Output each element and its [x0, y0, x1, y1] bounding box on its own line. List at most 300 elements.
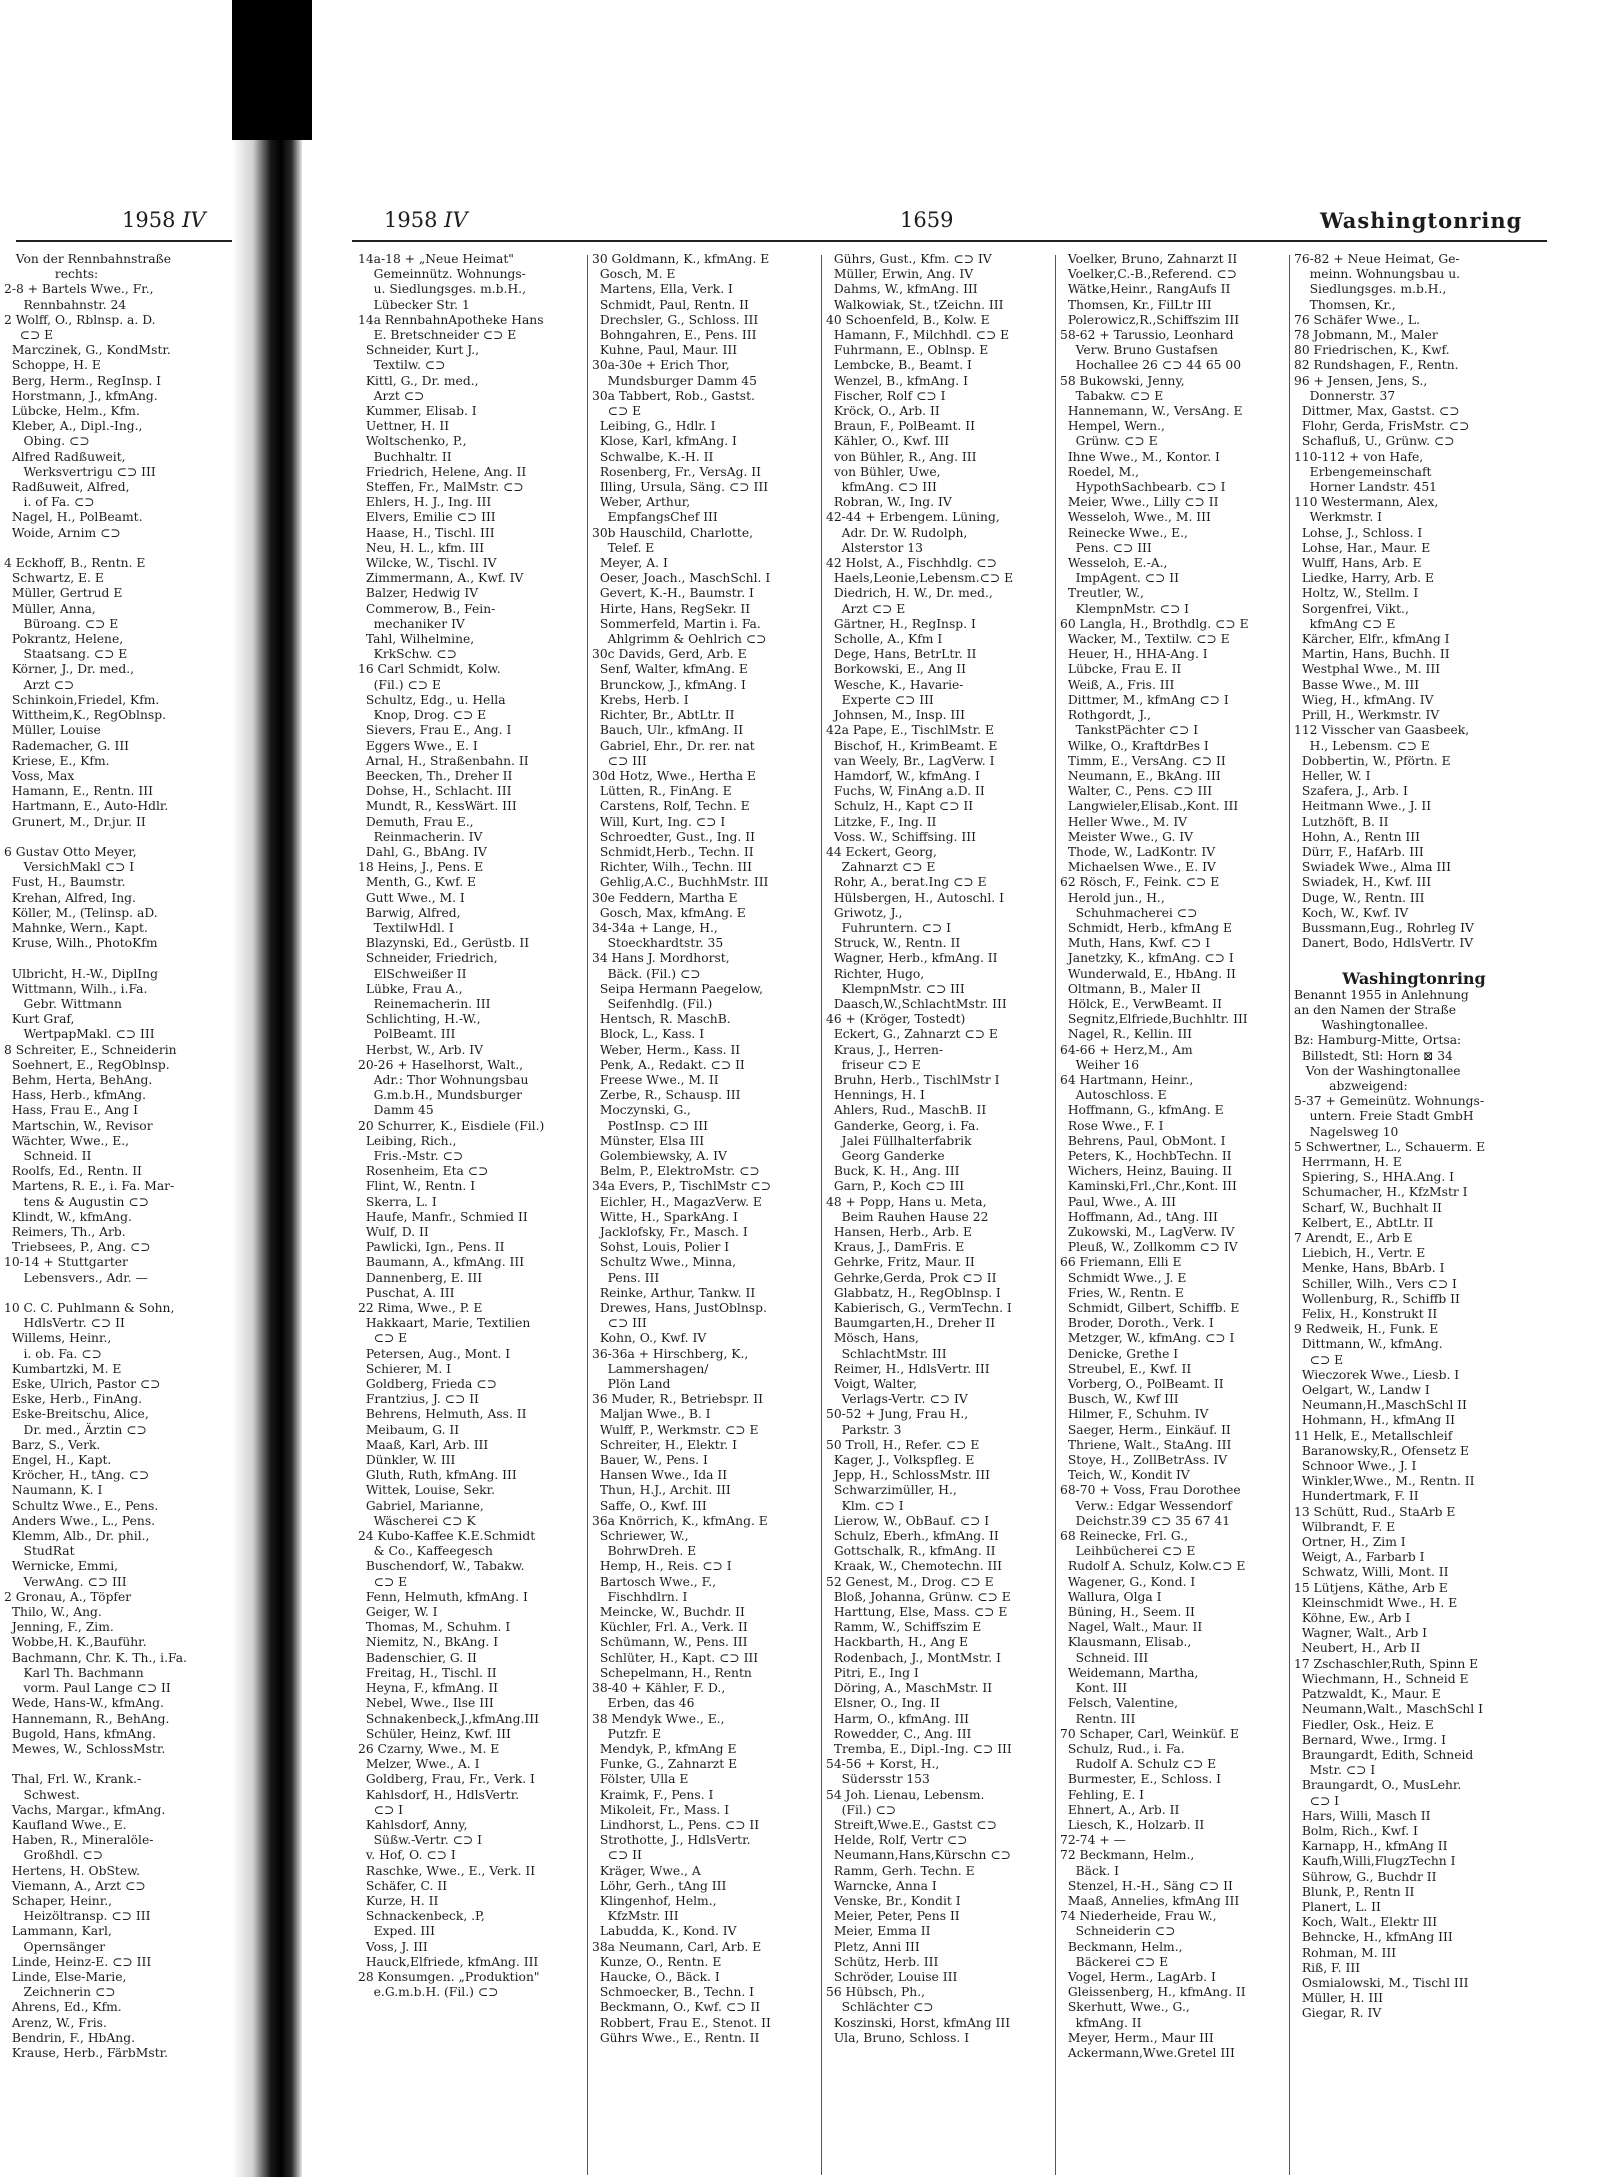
- directory-entry-line: Kumbartzki, M. E: [4, 1361, 122, 1376]
- directory-entry-line: Bernard, Wwe., Irmg. I: [1294, 1732, 1446, 1747]
- directory-entry-line: Dahl, G., BbAng. IV: [358, 844, 487, 859]
- directory-entry-line: Dobbertin, W., Pförtn. E: [1294, 753, 1451, 768]
- directory-entry-line: Hamann, E., Rentn. III: [4, 784, 153, 799]
- directory-entry-line: Hamann, F., Milchhdl. ⊂⊃ E: [826, 328, 1010, 343]
- directory-entry-line: Wäscherei ⊂⊃ K: [358, 1513, 476, 1528]
- directory-entry-line: Freese Wwe., M. II: [592, 1072, 719, 1087]
- directory-entry-line: Richter, Hugo,: [826, 966, 925, 981]
- directory-entry-line: Haufe, Manfr., Schmied II: [358, 1209, 528, 1224]
- directory-entry-line: 5 Schwertner, L., Schauerm. E: [1294, 1139, 1486, 1154]
- directory-entry-line: kfmAng. ⊂⊃ III: [826, 480, 937, 495]
- directory-entry-line: Stenzel, H.-H., Säng ⊂⊃ II: [1060, 1878, 1233, 1893]
- directory-entry-line: Lebensvers., Adr. —: [4, 1270, 148, 1285]
- directory-entry-line: Woide, Arnim ⊂⊃: [4, 525, 121, 540]
- directory-entry-line: Thomas, M., Schuhm. I: [358, 1620, 511, 1635]
- directory-entry-line: Marczinek, G., KondMstr.: [4, 343, 171, 358]
- directory-entry-line: Reinecke Wwe., E.,: [1060, 525, 1188, 540]
- directory-entry-line: HypothSachbearb. ⊂⊃ I: [1060, 480, 1226, 495]
- directory-entry-line: Hilmer, F., Schuhm. IV: [1060, 1407, 1209, 1422]
- directory-entry-line: HdlsVertr. ⊂⊃ II: [4, 1316, 125, 1331]
- directory-entry-line: 8 Schreiter, E., Schneiderin: [4, 1042, 177, 1057]
- directory-entry-line: Rosenberg, Fr., VersAg. II: [592, 464, 761, 479]
- directory-entry-line: Tabakw. ⊂⊃ E: [1060, 388, 1164, 403]
- directory-entry-line: Kraus, J., Herren-: [826, 1042, 944, 1057]
- directory-entry-line: Segnitz,Elfriede,Buchhltr. III: [1060, 1012, 1248, 1027]
- directory-entry-line: Illing, Ursula, Säng. ⊂⊃ III: [592, 480, 769, 495]
- directory-entry-line: e.G.m.b.H. (Fil.) ⊂⊃: [358, 1985, 499, 2000]
- directory-entry-line: Oltmann, B., Maler II: [1060, 981, 1201, 996]
- directory-entry-line: 42 Holst, A., Fischhdlg. ⊂⊃: [826, 556, 997, 571]
- directory-entry-line: Witte, H., SparkAng. I: [592, 1209, 738, 1224]
- directory-entry-line: ⊂⊃ E: [592, 404, 642, 419]
- directory-entry-line: Kahlsdorf, Anny,: [358, 1817, 468, 1832]
- directory-entry-line: 40 Schoenfeld, B., Kolw. E: [826, 312, 990, 327]
- directory-entry-line: Dittmer, Max, Gastst. ⊂⊃: [1294, 404, 1460, 419]
- directory-entry-line: 64-66 + Herz,M., Am: [1060, 1042, 1193, 1057]
- directory-entry-line: BohrwDreh. E: [592, 1544, 697, 1559]
- directory-entry-line: Hass, Frau E., Ang I: [4, 1103, 139, 1118]
- directory-entry-line: Liebich, H., Vertr. E: [1294, 1246, 1426, 1261]
- directory-entry-line: 20-26 + Haselhorst, Walt.,: [358, 1057, 524, 1072]
- right-header-rule: [352, 240, 1547, 242]
- directory-entry-line: Wagner, Walt., Arb I: [1294, 1626, 1428, 1641]
- directory-entry-line: Alsterstor 13: [826, 540, 923, 555]
- directory-entry-line: Mikoleit, Fr., Mass. I: [592, 1802, 730, 1817]
- directory-entry-line: 10 C. C. Puhlmann & Sohn,: [4, 1301, 175, 1316]
- directory-entry-line: Funke, G., Zahnarzt E: [592, 1757, 738, 1772]
- directory-entry-line: Hirte, Hans, RegSekr. II: [592, 601, 751, 616]
- directory-entry-line: Naumann, K. I: [4, 1483, 103, 1498]
- directory-entry-line: Treutler, W.,: [1060, 586, 1144, 601]
- directory-entry-line: Experte ⊂⊃ III: [826, 692, 934, 707]
- directory-entry-line: Nebel, Wwe., Ilse III: [358, 1696, 494, 1711]
- directory-entry-line: Buck, K. H., Ang. III: [826, 1164, 960, 1179]
- directory-entry-line: Fuchs, W, FinAng a.D. II: [826, 784, 985, 799]
- directory-entry-line: Schinkoin,Friedel, Kfm.: [4, 692, 160, 707]
- directory-entry-line: Hamdorf, W., kfmAng. I: [826, 768, 980, 783]
- directory-entry-line: Golembiewsky, A. IV: [592, 1148, 727, 1163]
- directory-entry-line: Schwartz, E. E: [4, 571, 104, 586]
- directory-entry-line: Beim Rauhen Hause 22: [826, 1209, 989, 1224]
- book-gutter: [232, 0, 302, 2177]
- directory-entry-line: Schoppe, H. E: [4, 358, 101, 373]
- directory-entry-line: Schnoor Wwe., J. I: [1294, 1459, 1417, 1474]
- directory-entry-line: Gehlig,A.C., BuchhMstr. III: [592, 875, 769, 890]
- directory-entry-line: Barwig, Alfred,: [358, 905, 461, 920]
- directory-entry-line: Schmidt, Gilbert, Schiffb. E: [1060, 1301, 1240, 1316]
- directory-entry-line: Buchhaltr. II: [358, 449, 452, 464]
- directory-entry-line: Nagelsweg 10: [1294, 1124, 1399, 1139]
- directory-entry-line: Neumann, E., BkAng. III: [1060, 768, 1221, 783]
- directory-entry-line: Kähler, O., Kwf. III: [826, 434, 950, 449]
- directory-entry-line: ElSchweißer II: [358, 966, 467, 981]
- directory-entry-line: Martschin, W., Revisor: [4, 1118, 153, 1133]
- left-page-header: [122, 208, 206, 232]
- directory-entry-line: Oelgart, W., Landw I: [1294, 1383, 1430, 1398]
- directory-entry-line: Arnal, H., Straßenbahn. II: [358, 753, 529, 768]
- directory-entry-line: Hertens, H. ObStew.: [4, 1863, 141, 1878]
- directory-entry-line: Pokrantz, Helene,: [4, 632, 124, 647]
- directory-entry-line: Roedel, M.,: [1060, 464, 1140, 479]
- directory-entry-line: Radßuweit, Alfred,: [4, 480, 130, 495]
- directory-entry-line: Carstens, Rolf, Techn. E: [592, 799, 750, 814]
- directory-entry-line: Koszinski, Horst, kfmAng III: [826, 2015, 1011, 2030]
- directory-entry-line: 110-112 + von Hafe,: [1294, 449, 1424, 464]
- directory-entry-line: Dittmann, W., kfmAng.: [1294, 1337, 1443, 1352]
- directory-entry-line: Wesseloh, Wwe., M. III: [1060, 510, 1211, 525]
- directory-entry-line: Wulff, P., Werkmstr. ⊂⊃ E: [592, 1422, 759, 1437]
- right-header-year: 1958: [384, 208, 438, 232]
- directory-entry-line: Blunk, P., Rentn II: [1294, 1884, 1415, 1899]
- directory-entry-line: 2 Gronau, A., Töpfer: [4, 1589, 132, 1604]
- directory-entry-line: ⊂⊃ E: [1294, 1352, 1344, 1367]
- directory-entry-line: Arenz, W., Fris.: [4, 2015, 107, 2030]
- directory-entry-line: Braungardt, O., MusLehr.: [1294, 1778, 1462, 1793]
- directory-entry-line: Gleissenberg, H., kfmAng. II: [1060, 1985, 1246, 2000]
- directory-entry-line: 7 Arendt, E., Arb E: [1294, 1231, 1413, 1245]
- directory-entry-line: Beecken, Th., Dreher II: [358, 768, 513, 783]
- directory-entry-line: TextilwHdl. I: [358, 920, 454, 935]
- directory-entry-line: 15 Lütjens, Käthe, Arb E: [1294, 1580, 1448, 1595]
- directory-entry-line: Karnapp, H., kfmAng II: [1294, 1839, 1448, 1854]
- directory-entry-line: i. of Fa. ⊂⊃: [4, 495, 95, 510]
- directory-entry-line: Wulff, Hans, Arb. E: [1294, 556, 1422, 571]
- directory-entry-line: Bohngahren, E., Pens. III: [592, 328, 757, 343]
- directory-entry-line: Dr. med., Ärztin ⊂⊃: [4, 1422, 147, 1437]
- directory-entry-line: Schafluß, U., Grünw. ⊂⊃: [1294, 434, 1455, 449]
- directory-entry-line: Lübke, Frau A.,: [358, 981, 463, 996]
- directory-entry-line: Hannemann, R., BehAng.: [4, 1711, 170, 1726]
- directory-entry-line: Rothgordt, J.,: [1060, 708, 1151, 723]
- directory-entry-line: Liedke, Harry, Arb. E: [1294, 571, 1434, 586]
- directory-entry-line: Seifenhdlg. (Fil.): [592, 996, 713, 1011]
- directory-entry-line: 30c Davids, Gerd, Arb. E: [592, 647, 747, 662]
- directory-entry-line: Klemm, Alb., Dr. phil.,: [4, 1529, 150, 1544]
- directory-entry-line: 70 Schaper, Carl, Weinküf. E: [1060, 1726, 1240, 1741]
- directory-entry-line: PolBeamt. III: [358, 1027, 456, 1042]
- directory-entry-line: Schnakenbeck,J.,kfmAng.III: [358, 1711, 539, 1726]
- directory-entry-line: Voigt, Walter,: [826, 1377, 918, 1392]
- directory-entry-line: Heller, W. I: [1294, 768, 1371, 783]
- directory-entry-line: 5-37 + Gemeinütz. Wohnungs-: [1294, 1094, 1485, 1109]
- directory-entry-line: Hempel, Wern.,: [1060, 419, 1165, 434]
- directory-entry-line: 68-70 + Voss, Frau Dorothee: [1060, 1483, 1241, 1498]
- directory-entry-line: 2-8 + Bartels Wwe., Fr.,: [4, 282, 154, 297]
- directory-entry-line: Bauch, Ulr., kfmAng. II: [592, 723, 744, 738]
- directory-entry-line: Krause, Herb., FärbMstr.: [4, 2045, 169, 2060]
- directory-entry-line: Kleinschmidt Wwe., H. E: [1294, 1595, 1458, 1610]
- directory-entry-line: Muth, Hans, Kwf. ⊂⊃ I: [1060, 936, 1211, 951]
- directory-entry-line: 64 Hartmann, Heinr.,: [1060, 1072, 1194, 1087]
- directory-entry-line: Wollenburg, R., Schiffb II: [1294, 1291, 1460, 1306]
- directory-entry-line: Drechsler, G., Schloss. III: [592, 312, 759, 327]
- directory-entry-line: Rudolf A. Schulz ⊂⊃ E: [1060, 1757, 1217, 1772]
- directory-entry-line: Sührow, G., Buchdr II: [1294, 1869, 1437, 1884]
- directory-entry-line: Berg, Herm., RegInsp. I: [4, 373, 162, 388]
- directory-entry-line: Kruse, Wilh., PhotoKfm: [4, 936, 158, 951]
- directory-entry-line: Peters, K., HochbTechn. II: [1060, 1148, 1232, 1163]
- directory-entry-line: Wacker, M., Textilw. ⊂⊃ E: [1060, 632, 1230, 647]
- right-page-header-left: [384, 208, 468, 232]
- directory-entry-line: Hohn, A., Rentn III: [1294, 829, 1421, 844]
- directory-column-1: [358, 252, 584, 2000]
- directory-entry-line: Voss. W., Schiffsing. III: [826, 829, 976, 844]
- directory-entry-line: Mundsburger Damm 45: [592, 373, 757, 388]
- directory-entry-line: Köller, M., (Telinsp. aD.: [4, 905, 158, 920]
- directory-entry-line: Pleuß, W., Zollkomm ⊂⊃ IV: [1060, 1240, 1238, 1255]
- directory-entry-line: Harttung, Else, Mass. ⊂⊃ E: [826, 1605, 1008, 1620]
- directory-entry-line: Hölck, E., VerwBeamt. II: [1060, 996, 1222, 1011]
- directory-entry-line: Koch, W., Kwf. IV: [1294, 905, 1409, 920]
- directory-entry-line: Schmidt, Paul, Rentn. II: [592, 297, 749, 312]
- directory-entry-line: Wittheim,K., RegOblnsp.: [4, 708, 166, 723]
- directory-entry-line: Litzke, F., Ing. II: [826, 814, 937, 829]
- directory-entry-line: Schaper, Heinr.,: [4, 1893, 113, 1908]
- directory-entry-line: Deichstr.39 ⊂⊃ 35 67 41: [1060, 1513, 1231, 1528]
- directory-entry-line: Kelbert, E., AbtLtr. II: [1294, 1215, 1434, 1230]
- directory-entry-line: Friedrich, Helene, Ang. II: [358, 464, 527, 479]
- directory-entry-line: Meier, Peter, Pens II: [826, 1909, 960, 1924]
- directory-entry-line: Arzt ⊂⊃: [4, 677, 75, 692]
- directory-entry-line: Eske, Herb., FinAng.: [4, 1392, 143, 1407]
- directory-entry-line: Parkstr. 3: [826, 1422, 902, 1437]
- directory-entry-line: 9 Redweik, H., Funk. E: [1294, 1322, 1439, 1337]
- directory-entry-line: Burmester, E., Schloss. I: [1060, 1772, 1222, 1787]
- directory-entry-line: Saffe, O., Kwf. III: [592, 1498, 707, 1513]
- directory-entry-line: Kurze, H. II: [358, 1893, 439, 1908]
- directory-entry-line: Gehrke,Gerda, Prok ⊂⊃ II: [826, 1270, 997, 1285]
- directory-entry-line: Döring, A., MaschMstr. II: [826, 1681, 993, 1696]
- directory-entry-line: Werksvertrigu ⊂⊃ III: [4, 464, 156, 479]
- directory-entry-line: Schlächter ⊂⊃: [826, 2000, 934, 2015]
- directory-entry-line: Verw.: Edgar Wessendorf: [1060, 1498, 1232, 1513]
- directory-entry-line: Gosch, M. E: [592, 267, 676, 282]
- directory-entry-line: Georg Ganderke: [826, 1148, 945, 1163]
- directory-entry-line: 76 Schäfer Wwe., L.: [1294, 312, 1420, 327]
- left-header-rule: [16, 240, 236, 242]
- directory-entry-line: Fris.-Mstr. ⊂⊃: [358, 1148, 464, 1163]
- directory-entry-line: Büroang. ⊂⊃ E: [4, 616, 119, 631]
- directory-entry-line: Broder, Doroth., Verk. I: [1060, 1316, 1214, 1331]
- directory-entry-line: Ehlers, H. J., Ing. III: [358, 495, 492, 510]
- directory-entry-line: 16 Carl Schmidt, Kolw.: [358, 662, 501, 677]
- directory-entry-line: Kröck, O., Arb. II: [826, 404, 940, 419]
- directory-entry-line: Hansen Wwe., Ida II: [592, 1468, 728, 1483]
- directory-entry-line: Adr. Dr. W. Rudolph,: [826, 525, 968, 540]
- directory-column-4: [1060, 252, 1286, 2061]
- directory-entry-line: VersichMakl ⊂⊃ I: [4, 860, 135, 875]
- directory-entry-line: Raschke, Wwe., E., Verk. II: [358, 1863, 536, 1878]
- directory-entry-line: 24 Kubo-Kaffee K.E.Schmidt: [358, 1529, 536, 1544]
- directory-entry-line: Schwatz, Willi, Mont. II: [1294, 1565, 1449, 1580]
- directory-entry-line: Wittek, Louise, Sekr.: [358, 1483, 496, 1498]
- directory-entry-line: Busch, W., Kwf III: [1060, 1392, 1179, 1407]
- directory-entry-line: Kohn, O., Kwf. IV: [592, 1331, 707, 1346]
- directory-entry-line: Klindt, W., kfmAng.: [4, 1209, 132, 1224]
- left-page: [0, 0, 236, 2177]
- directory-entry-line: Weiß, A., Fris. III: [1060, 677, 1175, 692]
- directory-entry-line: 34 Hans J. Mordhorst,: [592, 951, 730, 966]
- directory-entry-line: 26 Czarny, Wwe., M. E: [358, 1741, 500, 1756]
- directory-entry-line: Petersen, Aug., Mont. I: [358, 1346, 511, 1361]
- directory-entry-line: Wiechmann, H., Schneid E: [1294, 1671, 1469, 1686]
- directory-entry-line: Maaß, Karl, Arb. III: [358, 1437, 489, 1452]
- directory-entry-line: Lübcke, Helm., Kfm.: [4, 404, 140, 419]
- directory-entry-line: Löhr, Gerh., tAng III: [592, 1878, 727, 1893]
- directory-entry-line: 30 Goldmann, K., kfmAng. E: [592, 252, 770, 266]
- directory-entry-line: Hülsbergen, H., Autoschl. I: [826, 890, 1004, 905]
- directory-entry-line: Köhne, Ew., Arb I: [1294, 1611, 1411, 1626]
- directory-entry-line: Schümann, W., Pens. III: [592, 1635, 748, 1650]
- directory-entry-line: Jepp, H., SchlossMstr. III: [826, 1468, 990, 1483]
- directory-entry-line: Stoeckhardtstr. 35: [592, 936, 724, 951]
- directory-entry-line: 6 Gustav Otto Meyer,: [4, 844, 137, 859]
- directory-entry-line: Schultz Wwe., Minna,: [592, 1255, 737, 1270]
- directory-entry-line: Roolfs, Ed., Rentn. II: [4, 1164, 142, 1179]
- directory-entry-line: Heller Wwe., M. IV: [1060, 814, 1188, 829]
- directory-entry-line: Rentn. III: [1060, 1711, 1136, 1726]
- directory-entry-line: Bachmann, Chr. K. Th., i.Fa.: [4, 1650, 187, 1665]
- directory-entry-line: Balzer, Hedwig IV: [358, 586, 479, 601]
- directory-entry-line: Ula, Bruno, Schloss. I: [826, 2030, 970, 2045]
- directory-entry-line: PostInsp. ⊂⊃ III: [592, 1118, 708, 1133]
- directory-entry-line: Rohman, M. III: [1294, 1945, 1397, 1960]
- directory-entry-line: Reinmacherin. IV: [358, 829, 483, 844]
- directory-entry-line: Kraimk, F., Pens. I: [592, 1787, 714, 1802]
- directory-entry-line: Heuer, H., HHA-Ang. I: [1060, 647, 1208, 662]
- directory-entry-line: Kurt Graf,: [4, 1012, 75, 1027]
- directory-entry-line: Schultz, Edg., u. Hella: [358, 692, 506, 707]
- directory-entry-line: Nagel, R., Kellin. III: [1060, 1027, 1193, 1042]
- directory-entry-line: Schierer, M. I: [358, 1361, 452, 1376]
- directory-entry-line: Reimer, H., HdlsVertr. III: [826, 1361, 990, 1376]
- directory-entry-line: Neu, H. L., kfm. III: [358, 540, 485, 555]
- directory-entry-line: Menth, G., Kwf. E: [358, 875, 477, 890]
- directory-entry-line: 68 Reinecke, Frl. G.,: [1060, 1529, 1189, 1544]
- directory-entry-line: Fischer, Rolf ⊂⊃ I: [826, 388, 946, 403]
- directory-entry-line: Weber, Herm., Kass. II: [592, 1042, 741, 1057]
- directory-entry-line: Kraus, J., DamFris. E: [826, 1240, 965, 1255]
- directory-entry-line: Goldberg, Frieda ⊂⊃: [358, 1377, 497, 1392]
- directory-entry-line: Flohr, Gerda, FrisMstr. ⊂⊃: [1294, 419, 1470, 434]
- directory-entry-line: Johnsen, M., Insp. III: [826, 708, 965, 723]
- directory-entry-line: (Fil.) ⊂⊃: [826, 1802, 897, 1817]
- directory-entry-line: Schwest.: [4, 1787, 80, 1802]
- directory-entry-line: Dege, Hans, BetrLtr. II: [826, 647, 977, 662]
- directory-entry-line: Gärtner, H., RegInsp. I: [826, 616, 976, 631]
- directory-entry-line: Von der Rennbahnstraße: [4, 252, 172, 266]
- directory-entry-line: Schäfer, C. II: [358, 1878, 448, 1893]
- directory-entry-line: Lammershagen/: [592, 1361, 709, 1376]
- directory-entry-line: 96 + Jensen, Jens, S.,: [1294, 373, 1428, 388]
- directory-entry-line: meinn. Wohnungsbau u.: [1294, 267, 1461, 282]
- directory-entry-line: Walkowiak, St., tZeichn. III: [826, 297, 1004, 312]
- directory-entry-line: kfmAng. II: [1060, 2015, 1142, 2030]
- directory-entry-line: Knop, Drog. ⊂⊃ E: [358, 708, 487, 723]
- directory-entry-line: Alfred Radßuweit,: [4, 449, 126, 464]
- directory-entry-line: Schüler, Heinz, Kwf. III: [358, 1726, 511, 1741]
- directory-entry-line: 76-82 + Neue Heimat, Ge-: [1294, 252, 1460, 266]
- directory-entry-line: Koch, Walt., Elektr III: [1294, 1915, 1438, 1930]
- directory-entry-line: 38-40 + Kähler, F. D.,: [592, 1681, 726, 1696]
- directory-entry-line: 18 Heins, J., Pens. E: [358, 860, 484, 875]
- directory-entry-line: Weiher 16: [1060, 1057, 1140, 1072]
- directory-entry-line: Körner, J., Dr. med.,: [4, 662, 135, 677]
- directory-entry-line: rechts:: [4, 267, 99, 282]
- directory-entry-line: Eichler, H., MagazVerw. E: [592, 1194, 762, 1209]
- directory-entry-line: Diedrich, H. W., Dr. med.,: [826, 586, 993, 601]
- directory-entry-line: Martens, R. E., i. Fa. Mar-: [4, 1179, 175, 1194]
- directory-entry-line: Opernsänger: [4, 1939, 106, 1954]
- directory-entry-line: Thun, H.J., Archit. III: [592, 1483, 731, 1498]
- directory-entry-line: Zerbe, R., Schausp. III: [592, 1088, 741, 1103]
- directory-entry-line: Jacklofsky, Fr., Masch. I: [592, 1225, 748, 1239]
- directory-entry-line: Behrens, Helmuth, Ass. II: [358, 1407, 527, 1422]
- directory-entry-line: Kräger, Wwe., A: [592, 1863, 701, 1878]
- directory-entry-line: Wunderwald, E., HbAng. II: [1060, 966, 1236, 981]
- directory-entry-line: Ganderke, Georg, i. Fa.: [826, 1118, 980, 1133]
- directory-entry-line: KlempnMstr. ⊂⊃ III: [826, 981, 965, 996]
- directory-entry-line: 112 Visscher van Gaasbeek,: [1294, 723, 1470, 738]
- directory-entry-line: Münster, Elsa III: [592, 1133, 705, 1148]
- directory-entry-line: Wilbrandt, F. E: [1294, 1519, 1396, 1534]
- directory-entry-line: Hannemann, W., VersAng. E: [1060, 404, 1243, 419]
- directory-entry-line: Voss, Max: [4, 768, 75, 783]
- directory-entry-line: WertpapMakl. ⊂⊃ III: [4, 1027, 155, 1042]
- directory-entry-line: Kröcher, H., tAng. ⊂⊃: [4, 1468, 150, 1483]
- directory-entry-line: Schulz, Eberh., kfmAng. II: [826, 1529, 999, 1544]
- directory-entry-line: Bäckerei ⊂⊃ E: [1060, 1954, 1169, 1969]
- directory-entry-line: Braun, F., PolBeamt. II: [826, 419, 975, 434]
- directory-entry-line: Kabierisch, G., VermTechn. I: [826, 1301, 1012, 1316]
- directory-entry-line: Bartosch Wwe., F.,: [592, 1574, 717, 1589]
- directory-entry-line: Flint, W., Rentn. I: [358, 1179, 476, 1194]
- directory-entry-line: Gemeinnütz. Wohnungs-: [358, 267, 526, 282]
- directory-entry-line: Elvers, Emilie ⊂⊃ III: [358, 510, 496, 525]
- directory-entry-line: Michaelsen Wwe., E. IV: [1060, 860, 1216, 875]
- directory-entry-line: Lübecker Str. 1: [358, 297, 470, 312]
- directory-entry-line: Penk, A., Redakt. ⊂⊃ II: [592, 1057, 745, 1072]
- directory-entry-line: Putzfr. E: [592, 1726, 662, 1741]
- directory-entry-line: StudRat: [4, 1544, 75, 1559]
- directory-entry-line: Zeichnerin ⊂⊃: [4, 1985, 116, 2000]
- directory-entry-line: Gebr. Wittmann: [4, 996, 122, 1011]
- directory-entry-line: Voelker,C.-B.,Referend. ⊂⊃: [1060, 267, 1237, 282]
- directory-entry-line: van Weely, Br., LagVerw. I: [826, 753, 995, 768]
- directory-entry-line: Arzt ⊂⊃ E: [826, 601, 906, 616]
- directory-entry-line: Griwotz, J.,: [826, 905, 903, 920]
- directory-entry-line: Lammann, Karl,: [4, 1924, 112, 1939]
- directory-entry-line: Ulbricht, H.-W., DiplIng: [4, 966, 158, 981]
- directory-entry-line: Bischof, H., KrimBeamt. E: [826, 738, 998, 753]
- directory-entry-line: Mendyk, P., kfmAng E: [592, 1741, 737, 1756]
- directory-entry-line: 58 Bukowski, Jenny,: [1060, 373, 1185, 388]
- directory-entry-line: Leibing, Rich.,: [358, 1133, 457, 1148]
- column-divider-4: [1289, 255, 1290, 2175]
- directory-entry-line: mechaniker IV: [358, 616, 465, 631]
- directory-entry-line: ⊂⊃ E: [358, 1331, 408, 1346]
- directory-entry-line: 2 Wolff, O., Rblnsp. a. D.: [4, 312, 156, 327]
- directory-entry-line: Willems, Heinr.,: [4, 1331, 112, 1346]
- directory-entry-line: 44 Eckert, Georg,: [826, 844, 937, 859]
- directory-entry-line: Wenzel, B., kfmAng. I: [826, 373, 968, 388]
- directory-entry-line: Ahlers, Rud., MaschB. II: [826, 1103, 987, 1118]
- directory-entry-line: Lembcke, B., Beamt. I: [826, 358, 972, 373]
- directory-entry-line: 30a Tabbert, Rob., Gastst.: [592, 388, 755, 403]
- directory-entry-line: Bäck. (Fil.) ⊂⊃: [592, 966, 701, 981]
- directory-entry-line: Beckmann, Helm.,: [1060, 1939, 1183, 1954]
- directory-entry-line: Maljan Wwe., B. I: [592, 1407, 711, 1422]
